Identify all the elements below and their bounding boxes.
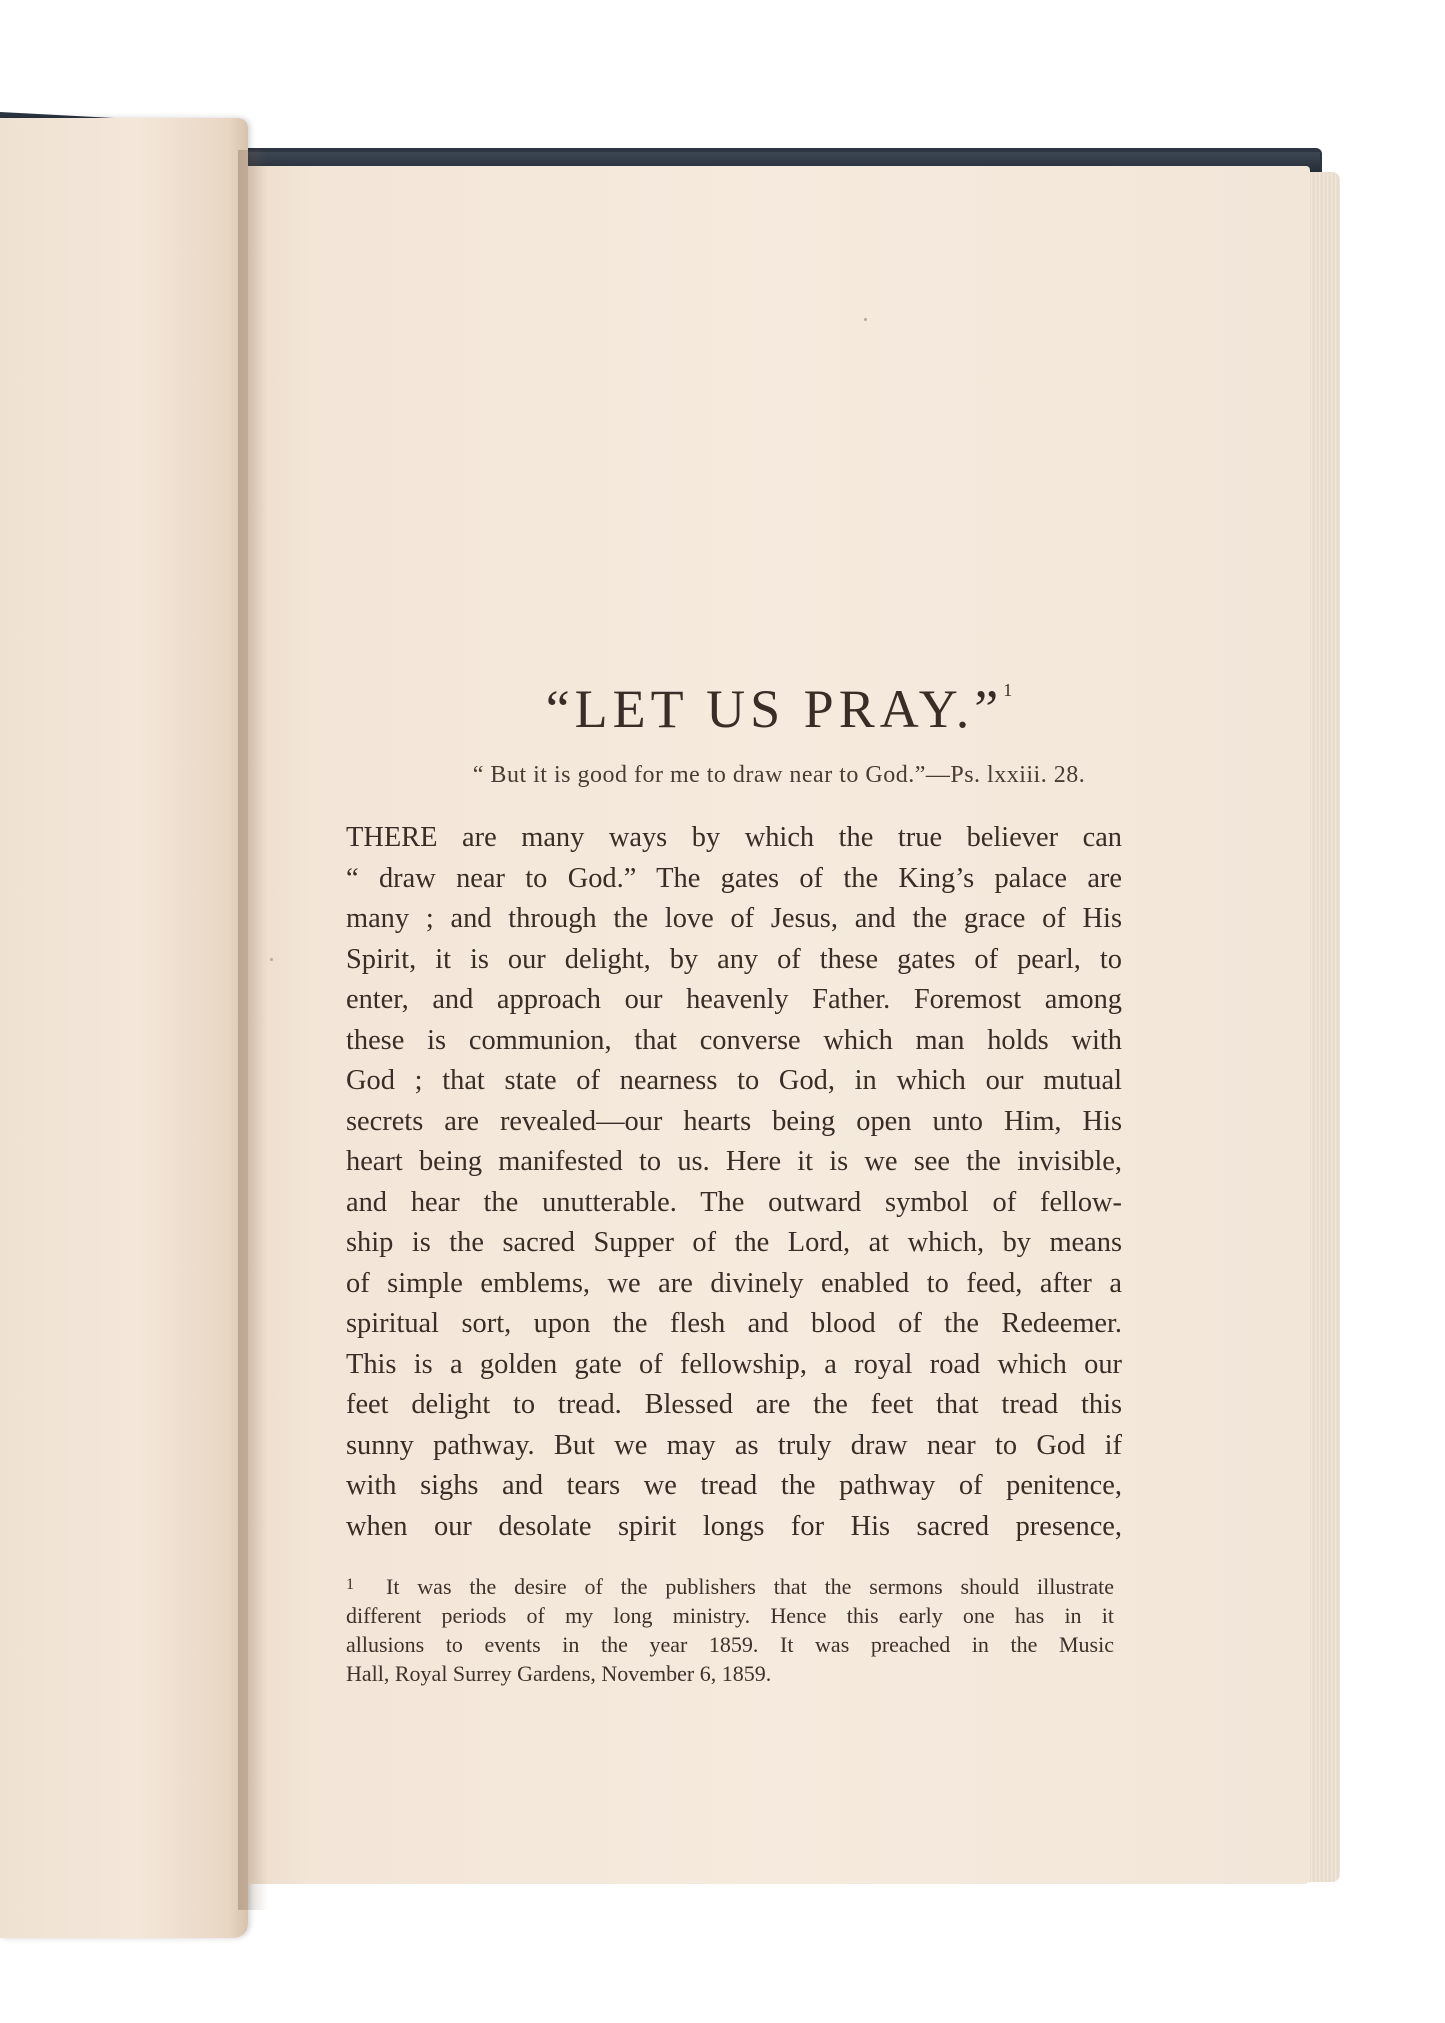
body-line: many ; and through the love of Jesus, and the grace of His <box>346 903 1122 934</box>
body-line: ship is the sacred Supper of the Lord, at which, by means <box>346 1227 1122 1258</box>
heading-footnote-marker: 1 <box>1003 680 1013 700</box>
footnote-line-text: It was the desire of the publishers that the sermons should illustrate <box>386 1574 1114 1599</box>
body-line: feet delight to tread. Blessed are the feet that tread this <box>346 1389 1122 1420</box>
footnote-line: different periods of my long ministry. Hence this early one has in it <box>346 1603 1114 1628</box>
book-gutter-shadow <box>238 150 268 1910</box>
footnote-line <box>346 1572 1114 1601</box>
body-line: This is a golden gate of fellowship, a royal road which our <box>346 1348 1122 1380</box>
body-line: when our desolate spirit longs for His sacred presence, <box>346 1510 1122 1542</box>
footnote-line: allusions to events in the year 1859. It was preached in the Music <box>346 1632 1114 1657</box>
body-line: sunny pathway. But we may as truly draw near to God if <box>346 1429 1122 1461</box>
footnote-line: Hall, Royal Surrey Gardens, November 6, 1859. <box>346 1661 772 1686</box>
body-line: spiritual sort, upon the flesh and blood of the Redeemer. <box>346 1308 1122 1339</box>
body-line: enter, and approach our heavenly Father. Foremost among <box>346 984 1122 1015</box>
footnote-marker: 1 <box>346 1576 354 1593</box>
body-line: THERE are many ways by which the true believer can <box>346 822 1122 853</box>
body-text <box>346 818 1122 1547</box>
body-line: heart being manifested to us. Here it is we see the invisible, <box>346 1146 1122 1177</box>
paper-speck <box>270 958 273 961</box>
body-line: these is communion, that converse which man holds with <box>346 1024 1122 1056</box>
left-page <box>0 118 248 1938</box>
epigraph: “ But it is good for me to draw near to God.”—Ps. lxxiii. 28. <box>472 762 1086 788</box>
heading-text: “LET US PRAY.” <box>545 679 1004 739</box>
body-line: with sighs and tears we tread the pathway of penitence, <box>346 1470 1122 1501</box>
page-heading <box>248 678 1310 740</box>
body-line: secrets are revealed—our hearts being open unto Him, His <box>346 1105 1122 1137</box>
body-line: of simple emblems, we are divinely enabled to feed, after a <box>346 1267 1122 1299</box>
body-line: and hear the unutterable. The outward symbol of fellow- <box>346 1186 1122 1218</box>
body-line: God ; that state of nearness to God, in which our mutual <box>346 1065 1122 1096</box>
body-line: Spirit, it is our delight, by any of these gates of pearl, to <box>346 943 1122 975</box>
body-line: “ draw near to God.” The gates of the King’s palace are <box>346 862 1122 894</box>
paper-speck <box>864 318 867 321</box>
footnote <box>346 1572 1114 1688</box>
